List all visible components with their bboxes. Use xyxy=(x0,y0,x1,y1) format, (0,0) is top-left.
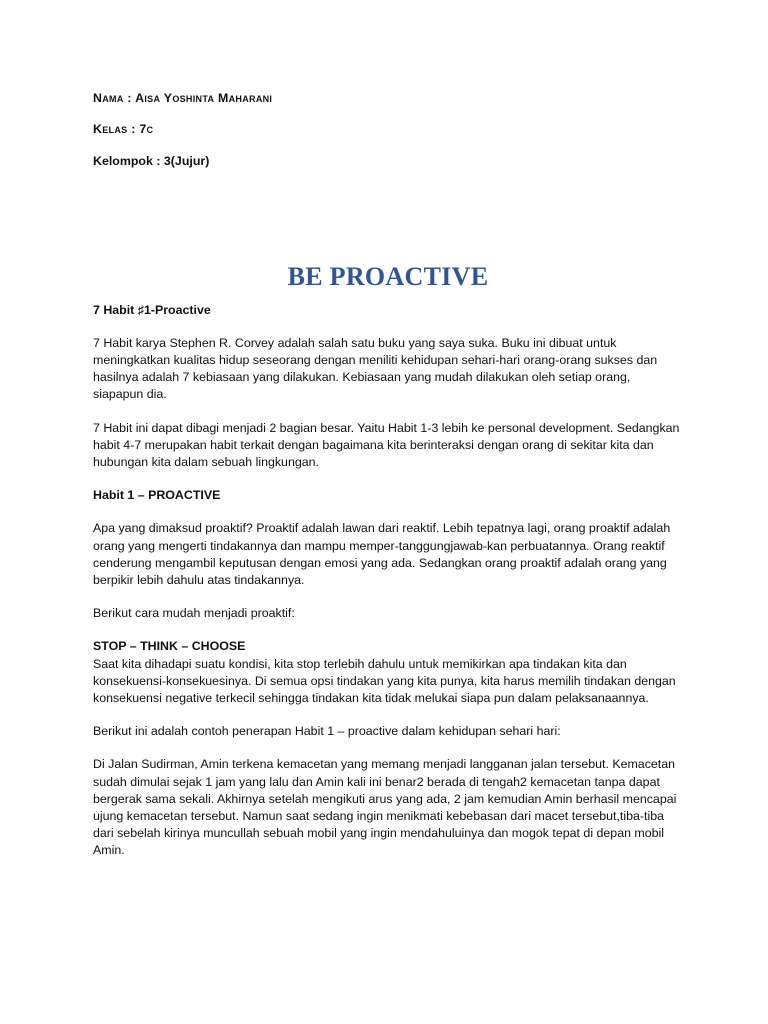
student-class: Kelas : 7c xyxy=(93,122,154,137)
stop-think-choose-heading: STOP – THINK – CHOOSE xyxy=(93,639,246,654)
student-group: Kelompok : 3(Jujur) xyxy=(93,154,210,169)
stop-think-choose-paragraph: Saat kita dihadapi suatu kondisi, kita stop terlebih dahulu untuk memikirkan apa tindakan kita dan konsekuensi-konsekuesinya. Di semua opsi tindakan yang kita punya, kita harus memilih tindakan dengan konsekuensi negative terkecil sehingga tindakan kita tidak melukai siapa pun dalam pelaksanaannya. xyxy=(93,656,676,706)
document-content xyxy=(93,90,683,860)
document-title: BE PROACTIVE xyxy=(287,261,489,291)
example-intro-paragraph: Berikut ini adalah contoh penerapan Habit 1 – proactive dalam kehidupan sehari hari: xyxy=(93,724,561,739)
easy-way-paragraph: Berikut cara mudah menjadi proaktif: xyxy=(93,606,295,621)
intro-paragraph-2: 7 Habit ini dapat dibagi menjadi 2 bagian besar. Yaitu Habit 1-3 lebih ke personal development. Sedangkan habit 4-7 merupakan habit terkait dengan bagaimana kita berinteraksi dengan orang di sekitar kita dan hubungan kita dalam sebuah lingkungan. xyxy=(93,420,680,470)
intro-paragraph-1: 7 Habit karya Stephen R. Corvey adalah salah satu buku yang saya suka. Buku ini dibuat untuk meningkatkan kualitas hidup seseorang dengan meniliti kehidupan sehari-hari orang-orang sukses dan hasilnya adalah 7 kebiasaan yang dilakukan. Kebiasaan yang mudah dilakukan oleh setiap orang, siapapun dia. xyxy=(93,335,658,402)
habit-1-heading: Habit 1 – PROACTIVE xyxy=(93,488,221,503)
habit-1-paragraph: Apa yang dimaksud proaktif? Proaktif adalah lawan dari reaktif. Lebih tepatnya lagi, orang proaktif adalah orang yang mengerti tindakannya dan mampu memper-tanggungjawab-kan perbuatannya. Orang reaktif cenderung mengambil keputusan dengan emosi yang ada. Sedangkan orang proaktif adalah orang yang berpikir lebih dahulu atas tindakannya. xyxy=(93,521,671,588)
habit-subtitle: 7 Habit ♯1-Proactive xyxy=(93,302,211,317)
example-paragraph: Di Jalan Sudirman, Amin terkena kemacetan yang memang menjadi langganan jalan tersebut. Kemacetan sudah dimulai sejak 1 jam yang lalu dan Amin kali ini benar2 berada di tengah2 kemacetan tanpa dapat bergerak sama sekali. Akhirnya setelah mengikuti arus yang ada, 2 jam kemudian Amin berhasil mencapai ujung kemacetan tersebut. Namun saat sedang ingin menikmati kebebasan dari macet tersebut,tiba-tiba dari sebelah kirinya muncullah sebuah mobil yang ingin mendahuluinya dan mogok tepat di depan mobil Amin. xyxy=(93,757,677,858)
student-name: Nama : Aisa Yoshinta Maharani xyxy=(93,91,273,105)
